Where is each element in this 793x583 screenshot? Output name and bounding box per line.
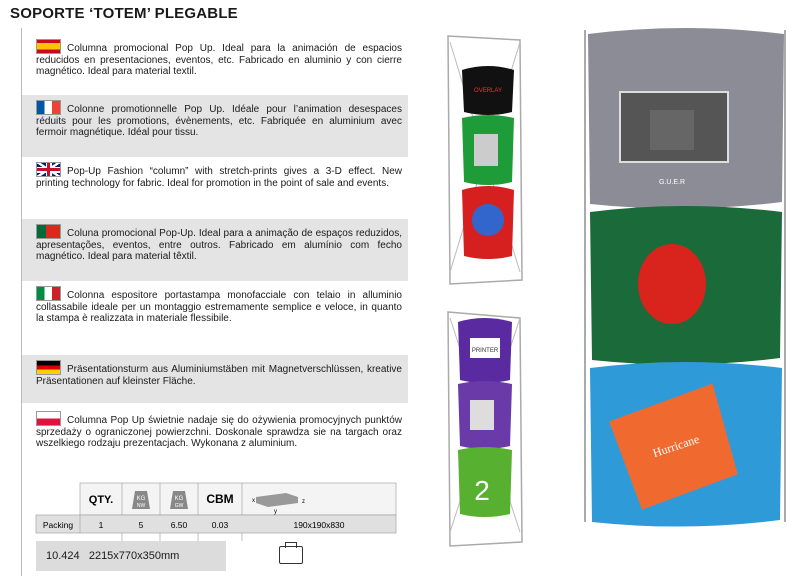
section-es: Columna promocional Pop Up. Ideal para la animación de espacios reducidos en presentaciones, eventos, etc. Fabricado en aluminio y con cierre magnético. Ideal para material textil. <box>22 34 408 95</box>
product-specs <box>36 541 226 571</box>
hurricane-logo-text: Hurricane <box>651 431 701 461</box>
section-pt: Coluna promocional Pop-Up. Ideal para a animação de espaços reduzidos, apresentações, eventos, entre outros. Fabricado em alumínio com fecho magnético. Ideal para material têxtil. <box>22 219 408 281</box>
france-flag-icon <box>36 100 61 115</box>
product-dimensions: 2215x770x350mm <box>88 550 180 562</box>
section-fr: Colonne promotionnelle Pop Up. Idéale pour l’animation desespaces réduits pour les promotions, évènements, etc. Fabriquée en aluminium avec fermoir magnétique. Idéal pour tissu. <box>22 95 408 157</box>
packing-row-label: Packing <box>42 520 74 530</box>
small-totem-photo-top <box>448 36 522 284</box>
product-code: 10.424 <box>46 550 80 562</box>
printer-logo-text: PRINTER <box>471 348 499 354</box>
svg-text:NW: NW <box>136 503 146 509</box>
packing-table <box>36 483 396 541</box>
overlay-logo-text: OVERLAY <box>474 88 502 94</box>
svg-text:KG: KG <box>136 496 146 502</box>
big-totem-photo <box>585 28 785 527</box>
germany-flag-icon <box>36 360 61 375</box>
svg-text:y: y <box>274 509 277 515</box>
italy-flag-icon <box>36 286 61 301</box>
page-title: SOPORTE ‘TOTEM’ PLEGABLE <box>10 5 238 22</box>
section-pl: Columna Pop Up świetnie nadaje się do ożywienia promocyjnych punktów sprzedaży o ograniczonej powierzchni. Doskonale sprawdza sie na targach oraz wszelkiego rodzaju prezentacjach. Wykonana z aluminium. <box>22 403 408 477</box>
header-qty: QTY. <box>88 494 114 506</box>
carry-bag-icon <box>279 546 303 564</box>
big-top-logo-text: G.U.E.R <box>658 179 686 186</box>
header-cbm: CBM <box>206 492 234 506</box>
weight-net-icon <box>132 491 150 509</box>
small-totem-photo-bottom <box>448 312 522 546</box>
product-photos <box>440 22 790 582</box>
packing-cbm: 0.03 <box>211 520 229 530</box>
weight-gross-icon <box>170 491 188 509</box>
svg-text:x: x <box>252 498 255 504</box>
svg-text:z: z <box>302 499 305 505</box>
packing-nw: 5 <box>138 520 144 530</box>
uk-flag-icon <box>36 162 61 177</box>
section-it: Colonna espositore portastampa monofacciale con telaio in alluminio collassabile ideale per un montaggio estremamente semplice e veloce, in quanto la stampa è realizzata in materiale flessibile. <box>22 281 408 355</box>
poland-flag-icon <box>36 411 61 426</box>
description-panel <box>21 28 408 576</box>
section-en: Pop-Up Fashion “column” with stretch-prints gives a 3-D effect. New printing technology for fabric. Ideal for promotion in the point of sale and events. <box>22 157 408 219</box>
portugal-flag-icon <box>36 224 61 239</box>
packing-gw: 6.50 <box>170 520 188 530</box>
svg-text:GW: GW <box>174 503 184 509</box>
spain-flag-icon <box>36 39 61 54</box>
svg-text:2: 2 <box>474 475 490 506</box>
svg-text:KG: KG <box>174 496 184 502</box>
packing-qty: 1 <box>98 520 104 530</box>
section-de: Präsentationsturm aus Aluminiumstäben mit Magnetverschlüssen, kreative Präsentationen auf kleinster Fläche. <box>22 355 408 403</box>
packing-dimensions: 190x190x830 <box>293 520 345 530</box>
